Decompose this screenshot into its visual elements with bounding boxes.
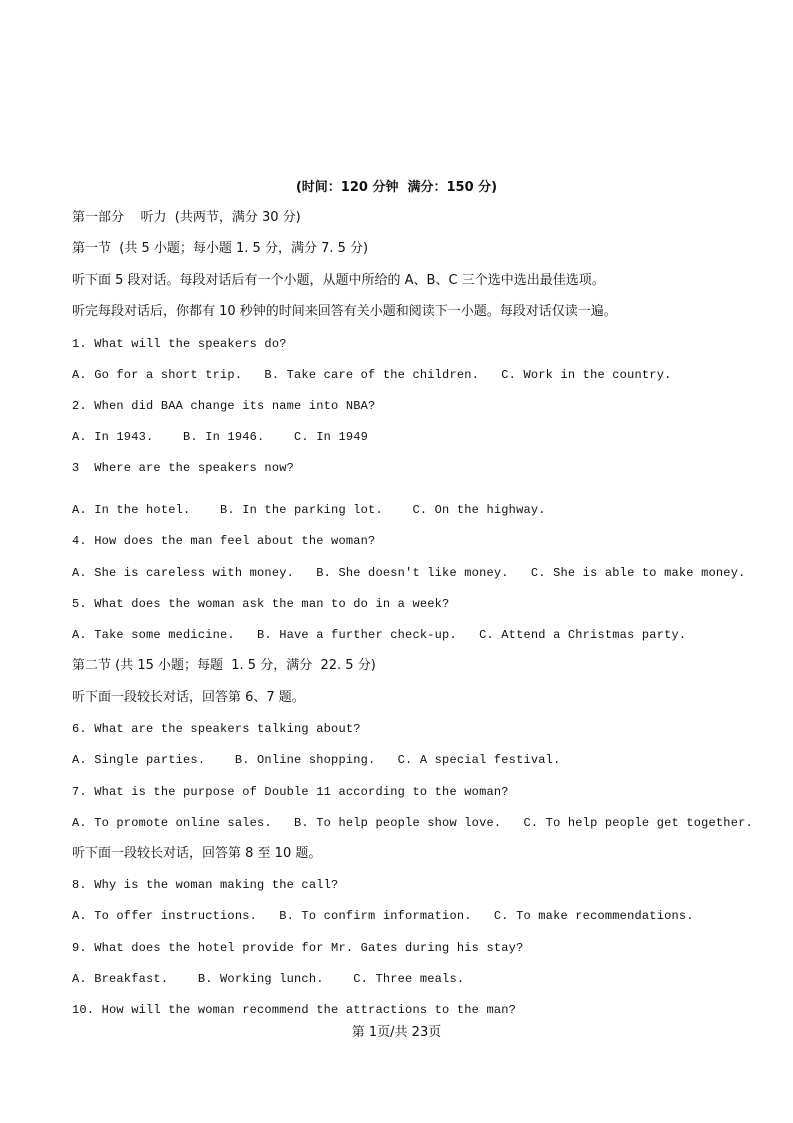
question-3: 3 Where are the speakers now? <box>72 461 295 475</box>
instruction-1: 听下面 5 段对话。每段对话后有一个小题，从题中所给的 A、B、C 三个选中选出最佳选项。 <box>72 273 605 288</box>
question-2: 2. When did BAA change its name into NBA? <box>72 399 376 413</box>
section1-title: 第一节 (共 5 小题；每小题 1. 5 分，满分 7. 5 分) <box>72 241 369 256</box>
time-score-line: (时间：120 分钟 满分：150 分) <box>295 180 498 195</box>
instruction-2: 听完每段对话后，你都有 10 秒钟的时间来回答有关小题和阅读下一小题。每段对话仅读一遍。 <box>72 304 617 319</box>
question-8: 8. Why is the woman making the call? <box>72 878 339 892</box>
instruction-3: 听下面一段较长对话，回答第 6、7 题。 <box>72 690 305 705</box>
options-3: A. In the hotel. B. In the parking lot. C. On the highway. <box>72 503 546 517</box>
options-4: A. She is careless with money. B. She doesn't like money. C. She is able to make money. <box>72 566 746 580</box>
question-7: 7. What is the purpose of Double 11 according to the woman? <box>72 785 509 799</box>
options-8: A. To offer instructions. B. To confirm information. C. To make recommendations. <box>72 909 694 923</box>
options-2: A. In 1943. B. In 1946. C. In 1949 <box>72 430 369 444</box>
page-number: 第 1页/共 23页 <box>351 1025 442 1040</box>
instruction-4: 听下面一段较长对话，回答第 8 至 10 题。 <box>72 846 322 861</box>
part1-title: 第一部分 听力 (共两节，满分 30 分) <box>72 210 301 225</box>
question-10: 10. How will the woman recommend the attractions to the man? <box>72 1003 517 1017</box>
question-5: 5. What does the woman ask the man to do in a week? <box>72 597 450 611</box>
options-7: A. To promote online sales. B. To help people show love. C. To help people get together. <box>72 816 753 830</box>
question-9: 9. What does the hotel provide for Mr. Gates during his stay? <box>72 941 524 955</box>
question-1: 1. What will the speakers do? <box>72 337 287 351</box>
options-6: A. Single parties. B. Online shopping. C. A special festival. <box>72 753 561 767</box>
options-1: A. Go for a short trip. B. Take care of the children. C. Work in the country. <box>72 368 672 382</box>
question-4: 4. How does the man feel about the woman? <box>72 534 376 548</box>
options-9: A. Breakfast. B. Working lunch. C. Three meals. <box>72 972 465 986</box>
options-5: A. Take some medicine. B. Have a further check-up. C. Attend a Christmas party. <box>72 628 687 642</box>
question-6: 6. What are the speakers talking about? <box>72 722 361 736</box>
section2-title: 第二节 (共 15 小题；每题 1. 5 分，满分 22. 5 分) <box>72 658 376 673</box>
